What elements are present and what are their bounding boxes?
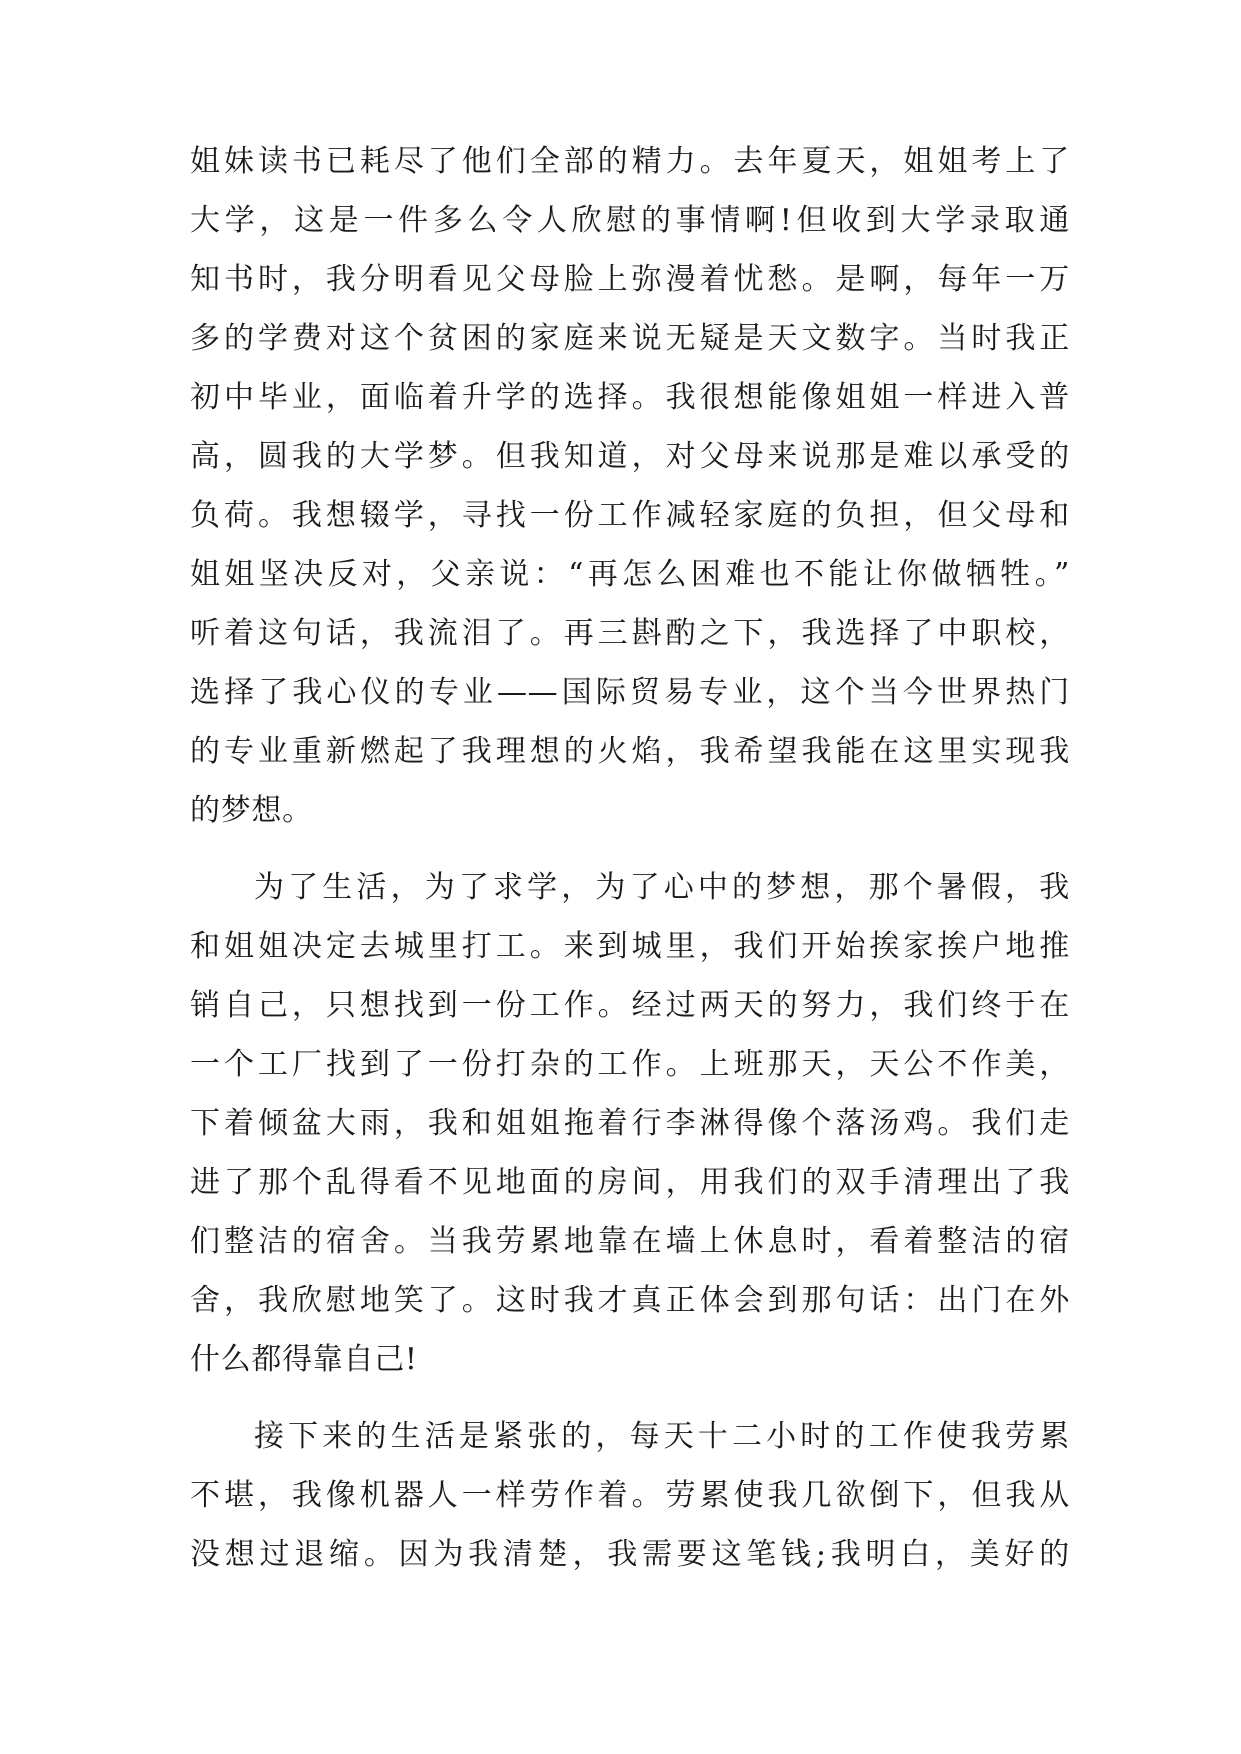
text-line: 高，圆我的大学梦。但我知道，对父母来说那是难以承受的	[190, 439, 1070, 474]
paragraph-first-line: 为了生活，为了求学，为了心中的梦想，那个暑假，我	[254, 870, 1070, 905]
text-line: 进了那个乱得看不见地面的房间，用我们的双手清理出了我	[190, 1165, 1070, 1200]
text-line: 知书时，我分明看见父母脸上弥漫着忧愁。是啊，每年一万	[190, 262, 1070, 297]
text-line: 舍，我欣慰地笑了。这时我才真正体会到那句话：出门在外	[190, 1283, 1070, 1318]
text-line: 大学，这是一件多么令人欣慰的事情啊!但收到大学录取通	[190, 203, 1070, 238]
paragraph-first-line: 接下来的生活是紧张的，每天十二小时的工作使我劳累	[254, 1419, 1070, 1454]
text-line: 的梦想。	[190, 793, 313, 828]
text-line: 姐妹读书已耗尽了他们全部的精力。去年夏天，姐姐考上了	[190, 144, 1070, 179]
text-line: 的专业重新燃起了我理想的火焰，我希望我能在这里实现我	[190, 734, 1070, 769]
text-line: 们整洁的宿舍。当我劳累地靠在墙上休息时，看着整洁的宿	[190, 1224, 1070, 1259]
text-line: 选择了我心仪的专业——国际贸易专业，这个当今世界热门	[190, 675, 1070, 710]
text-line: 负荷。我想辍学，寻找一份工作减轻家庭的负担，但父母和	[190, 498, 1070, 533]
text-line: 和姐姐决定去城里打工。来到城里，我们开始挨家挨户地推	[190, 929, 1070, 964]
text-line: 初中毕业，面临着升学的选择。我很想能像姐姐一样进入普	[190, 380, 1070, 415]
text-line: 下着倾盆大雨，我和姐姐拖着行李淋得像个落汤鸡。我们走	[190, 1106, 1070, 1141]
text-line: 听着这句话，我流泪了。再三斟酌之下，我选择了中职校，	[190, 616, 1070, 651]
text-line: 一个工厂找到了一份打杂的工作。上班那天，天公不作美，	[190, 1047, 1070, 1082]
text-line: 不堪，我像机器人一样劳作着。劳累使我几欲倒下，但我从	[190, 1478, 1070, 1513]
text-line: 多的学费对这个贫困的家庭来说无疑是天文数字。当时我正	[190, 321, 1070, 356]
text-line: 没想过退缩。因为我清楚，我需要这笔钱;我明白，美好的	[190, 1537, 1070, 1572]
text-line: 销自己，只想找到一份工作。经过两天的努力，我们终于在	[190, 988, 1070, 1023]
text-line: 什么都得靠自己!	[190, 1342, 418, 1377]
text-line: 姐姐坚决反对，父亲说：“再怎么困难也不能让你做牺牲。”	[190, 557, 1070, 592]
